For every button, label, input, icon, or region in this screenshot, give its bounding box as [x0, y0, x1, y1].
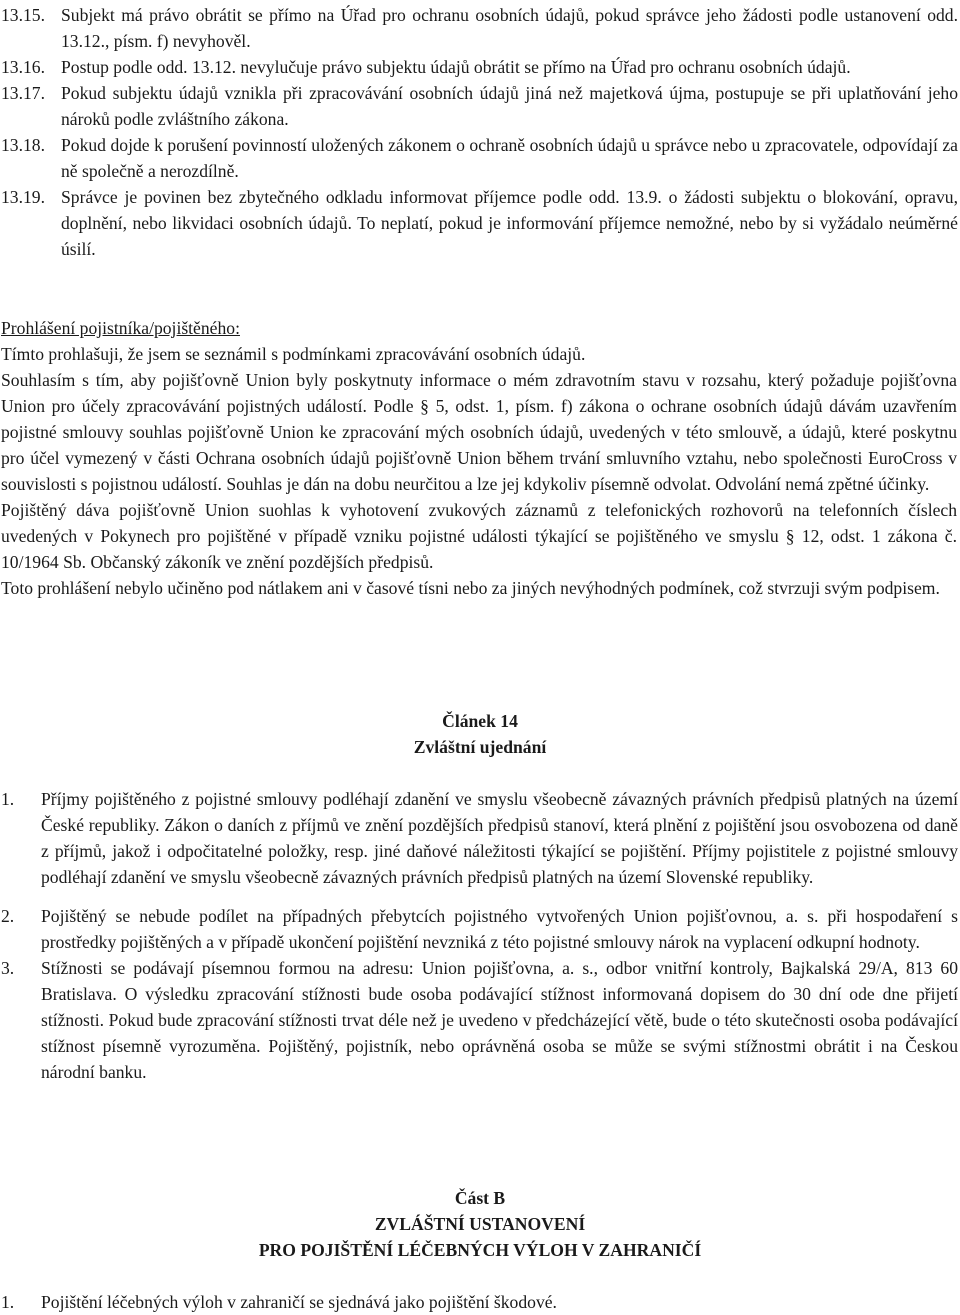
list-item	[0, 54, 958, 80]
item-number: 3.	[1, 958, 15, 978]
item-number: 13.19.	[1, 187, 45, 207]
part-b-list	[0, 1289, 958, 1315]
part-b-heading	[0, 1185, 960, 1263]
declaration-section	[0, 315, 957, 601]
list-item	[0, 80, 958, 132]
item-text: Pojištěný se nebude podílet na případných přebytcích pojistného vytvořených Union pojišťovnou, a. s. při hospodaření s prostředky pojištěných a v případě ukončení pojištění nevzniká z této pojistné smlouvy nárok na vyplacení odkupní hodnoty.	[41, 906, 958, 952]
item-text: Subjekt má právo obrátit se přímo na Úřad pro ochranu osobních údajů, pokud správce jeho žádosti podle ustanovení odd. 13.12., písm. f) nevyhověl.	[61, 5, 958, 51]
item-number: 13.17.	[1, 83, 45, 103]
list-item	[0, 2, 958, 54]
list-item	[0, 955, 958, 1085]
item-text: Pojištění léčebných výloh v zahraničí se sjednává jako pojištění škodové.	[41, 1292, 557, 1312]
list-item	[0, 1289, 958, 1315]
article-14-list	[0, 786, 958, 1085]
part-subtitle: PRO POJIŠTĚNÍ LÉČEBNÝCH VÝLOH V ZAHRANIČÍ	[258, 1240, 702, 1260]
declaration-paragraph: Souhlasím s tím, aby pojišťovně Union byly poskytnuty informace o mém zdravotním stavu v rozsahu, který požaduje pojišťovna Union pro účely zpracovávání pojistných událostí. Podle § 5, odst. 1, písm. f) zákona o ochrane osobních údajů dávám uzavřením pojistné smlouvy souhlas pojišťovně Union ke zpracování mých osobních údajů, uvedených v této smlouvě, a údajů, které poskytnu pro účel vymezený v části Ochrana osobních údajů pojišťovně Union během trvání smluvního vztahu, nebo společnosti EuroCross v souvislosti s pojistnou událostí. Souhlas je dán na dobu neurčitou a lze jej kdykoliv písemně odvolat. Odvolání nemá zpětné účinky.	[1, 370, 957, 494]
declaration-heading: Prohlášení pojistníka/pojištěného:	[1, 318, 240, 338]
item-number: 2.	[1, 906, 15, 926]
item-text: Příjmy pojištěného z pojistné smlouvy podléhají zdanění ve smyslu všeobecně závazných právních předpisů platných na území České republiky. Zákon o daních z příjmů ve znění pozdějších předpisů stanoví, která plnění z pojištění jsou osvobozena od daně z příjmů, jakož i odpočitatelné položky, resp. jiné daňové náležitosti týkající se pojištění. Příjmy pojistitele z pojistné smlouvy podléhají zdanění ve smyslu všeobecně závazných právních předpisů platných na území Slovenské republiky.	[41, 789, 958, 887]
declaration-paragraph: Pojištěný dáva pojišťovně Union suohlas k vyhotovení zvukových záznamů z telefonických rozhovorů na telefonních číslech uvedených v Pokynech pro pojištěné v případě vzniku pojistné události týkající se pojištěného ve smyslu § 12, odst. 1 zákona č. 10/1964 Sb. Občanský zákoník ve znění pozdějších předpisů.	[1, 500, 957, 572]
list-item	[0, 184, 958, 262]
item-number: 13.16.	[1, 57, 45, 77]
section-13-list	[0, 2, 958, 262]
declaration-paragraph: Tímto prohlašuji, že jsem se seznámil s podmínkami zpracovávání osobních údajů.	[1, 344, 586, 364]
list-item	[0, 786, 958, 890]
item-number: 1.	[1, 1292, 15, 1312]
item-number: 1.	[1, 789, 15, 809]
item-text: Stížnosti se podávají písemnou formou na adresu: Union pojišťovna, a. s., odbor vnitřní kontroly, Bajkalská 29/A, 813 60 Bratislava. O výsledku zpracování stížnosti bude osoba podávající stížnost informovaná dopisem do 30 dní ode dne přijetí stížnosti. Pokud bude zpracování stížnosti trvat déle než je uvedeno v předcházející větě, bude o této skutečnosti osoba podávající stížnost písemně vyrozuměna. Pojištěný, pojistník, nebo oprávněná osoba se může se svými stížnostmi obrátit i na Českou národní banku.	[41, 958, 958, 1082]
list-item	[0, 903, 958, 955]
item-text: Správce je povinen bez zbytečného odkladu informovat příjemce podle odd. 13.9. o žádosti subjektu o blokování, opravu, doplnění, nebo likvidaci osobních údajů. To neplatí, pokud je informování příjemce nemožné, nebo by si vyžádalo neúměrné úsilí.	[61, 187, 958, 259]
item-text: Pokud subjektu údajů vznikla při zpracovávání osobních údajů jiná než majetková újma, postupuje se při uplatňování jeho nároků podle zvláštního zákona.	[61, 83, 958, 129]
list-item	[0, 132, 958, 184]
declaration-paragraph: Toto prohlášení nebylo učiněno pod nátlakem ani v časové tísni nebo za jiných nevýhodných podmínek, což stvrzuji svým podpisem.	[1, 578, 940, 598]
part-subtitle: ZVLÁŠTNÍ USTANOVENÍ	[374, 1214, 586, 1234]
item-number: 13.15.	[1, 5, 45, 25]
article-14-heading	[0, 708, 960, 760]
article-title: Článek 14	[442, 711, 518, 731]
item-text: Pokud dojde k porušení povinností uložených zákonem o ochraně osobních údajů u správce nebo u zpracovatele, odpovídají za ně společně a nerozdílně.	[61, 135, 958, 181]
item-number: 13.18.	[1, 135, 45, 155]
item-text: Postup podle odd. 13.12. nevylučuje právo subjektu údajů obrátit se přímo na Úřad pro ochranu osobních údajů.	[61, 57, 851, 77]
part-title: Část B	[454, 1188, 506, 1208]
article-subtitle: Zvláštní ujednání	[413, 737, 547, 757]
